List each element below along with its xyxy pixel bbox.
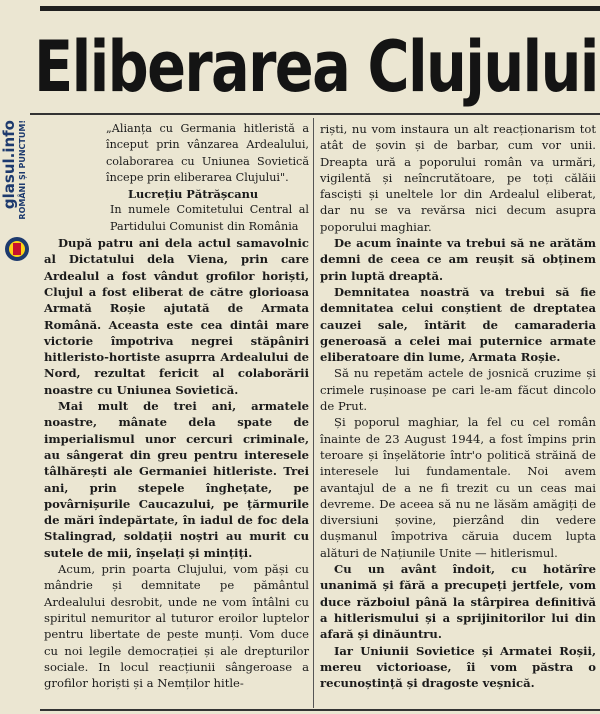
paragraph: Și poporul maghiar, la fel cu cel român înainte de 23 August 1944, a fost împins prin teroare și înșelătorie într'o politică străină de interesele lui fundamentale. Noi avem avantajul de a ne fi trezit cu un ceas mai devreme. De aceea să nu ne lăsăm amăgiți de diversiuni șovine, pierzând din vedere dușmanul împotriva căruia ducem lupta alături de Națiunile Unite — hitlerismul. — [320, 415, 596, 560]
headline-rule — [30, 113, 600, 115]
paragraph: După patru ani dela actul samavolnic al Dictatului dela Viena, prin care Ardealul a fost vândut grofilor horiști, Clujul a fost eliberat de către glorioasa Armată Roșie ajutată de Armata Română. Aceasta este cea dintâi mare victorie împotriva negrei stăpâniri hitleristo-hortiste asuprra Ardealului de Nord, rezultat fericit al colaborării noastre cu Uniunea Sovietică. — [44, 236, 309, 397]
paragraph: Demnitatea noastră va trebui să fie demnitatea celui conștient de dreptatea cauzei sale, întărit de camaraderia generoasă a celei mai puternice armate eliberatoare din lume, Armata Roșie. — [320, 284, 596, 365]
top-rule — [40, 6, 600, 11]
paragraph: Cu un avânt îndoit, cu hotărîre unanimă și fără a precupeți jertfele, vom duce războiul până la stârpirea definitivă a hitlerismului și a sprijinitorilor lui din afară și dinăuntru. — [320, 562, 596, 642]
column-divider — [313, 118, 314, 708]
paragraph: Iar Uniunii Sovietice și Armatei Roșii, mereu victorioase, îi vom păstra o recunoștință și dragoste veșnică. — [320, 643, 596, 691]
right-column — [320, 121, 596, 691]
signature-name: Lucrețiu Pătrășcanu — [128, 187, 259, 202]
paragraph: Să nu repetăm actele de josnică cruzime și crimele rușinoase pe cari le-am făcut dincolo de Prut. — [320, 366, 596, 414]
watermark-site: glasul.info — [0, 120, 18, 210]
watermark-logo-icon — [4, 236, 30, 262]
paragraph: De acum înainte va trebui să ne arătăm demni de ceea ce am reușit să obținem prin luptă dreaptă. — [320, 236, 596, 283]
signature-organization: In numele Comitetului Central al Partidului Comunist din România — [110, 203, 309, 233]
bottom-rule — [40, 709, 600, 711]
paragraph: Mai mult de trei ani, armatele noastre, mânate dela spate de imperialismul unor cercuri criminale, au sângerat din greu pentru interesele tâlhărești ale Germaniei hitleriste. Trei ani, prin stepele înghețate, pe povârnișurile Caucazului, pe țărmurile de mări îndepărtate, în iadul de foc dela Stalingrad, soldații noștri au murit cu sutele de mii, înșelați și mințiți. — [44, 399, 309, 560]
watermark-tagline: ROMÂNI ȘI PUNCTUM! — [18, 120, 27, 220]
left-column — [44, 121, 309, 691]
paragraph: riști, nu vom instaura un alt reacționarism tot atât de șovin și de barbar, cum vor unii. Dreapta ură a poporului român va urmări, vigilentă și neîncrutătoare, pe toți călăii fasciști și uneltele lor din Ardealul eliberat, dar nu se va revărsa nici decum asupra poporului maghiar. — [320, 122, 596, 234]
headline: Eliberarea Clujului — [34, 26, 598, 108]
motto-quote: „Alianța cu Germania hitleristă a început prin vânzarea Ardealului, colaborarea cu Uniunea Sovietică începe prin eliberarea Clujului". — [106, 122, 309, 184]
paragraph: Acum, prin poarta Clujului, vom păși cu mândrie și demnitate pe pământul Ardealului desrobit, unde ne vom întâlni cu spiritul nemuritor al tuturor eroilor luptelor pentru libertate de peste munți. Vom duce cu noi legile democrației și ale drepturilor sociale. In locul reacțiunii sângeroase a grofilor horiști și a Nemților hitle- — [44, 562, 309, 691]
